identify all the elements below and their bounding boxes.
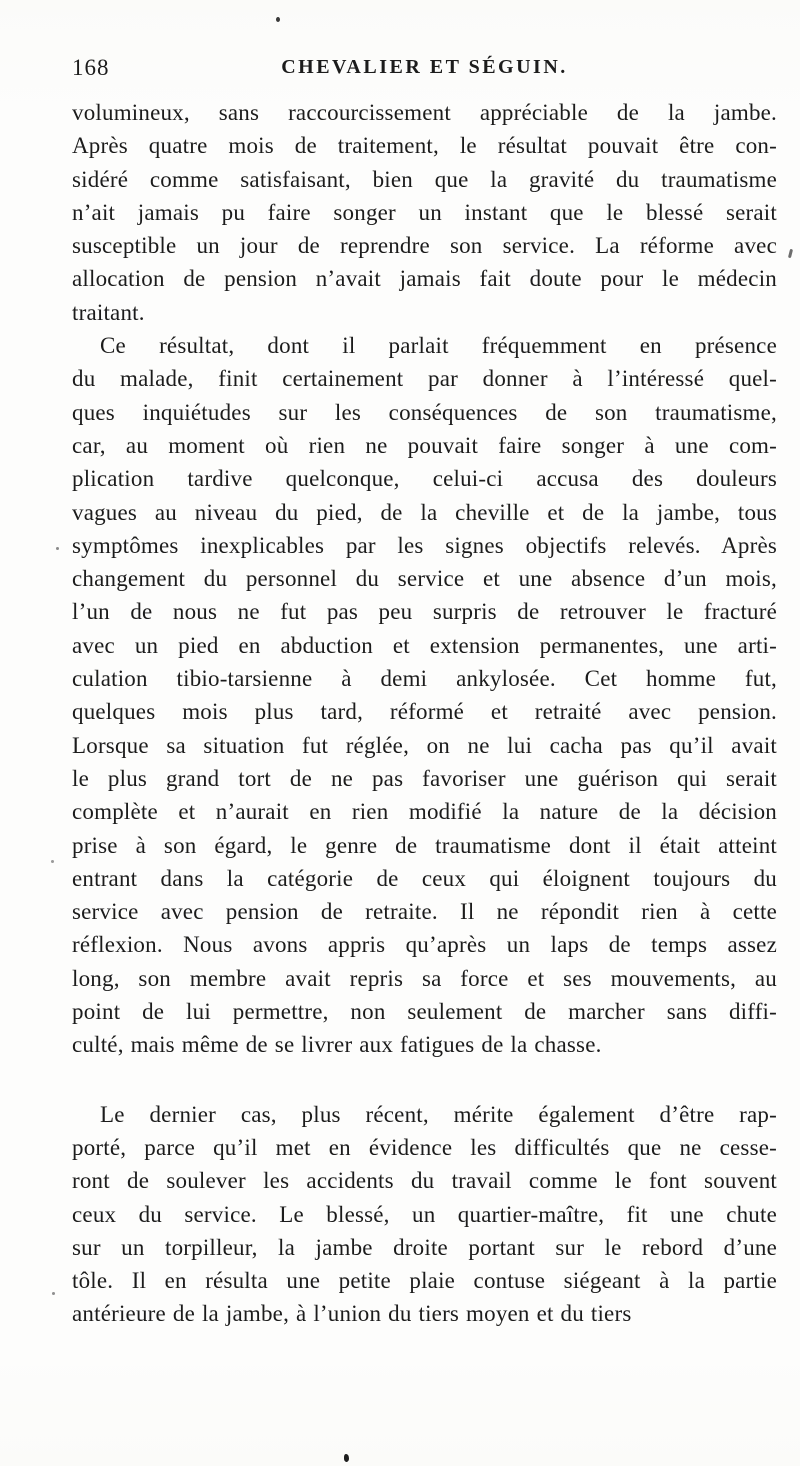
page-header [72,52,777,86]
text-line: allocation de pension n’avait jamais fait doute pour le médecin [72,266,777,292]
text-line: n’ait jamais pu faire songer un instant que le blessé serait [72,199,777,225]
text-line: service avec pension de retraite. Il ne répondit rien à cette [72,899,777,925]
ink-speck [51,860,54,863]
text-line: volumineux, sans raccourcissement appréciable de la jambe. [72,100,777,125]
ink-speck [788,249,793,258]
text-line: réflexion. Nous avons appris qu’après un laps de temps assez [72,932,777,958]
text-line: sidéré comme satisfaisant, bien que la gravité du traumatisme [72,166,777,192]
text-line: traitant. [72,299,145,325]
running-title: CHEVALIER ET SÉGUIN. [281,56,568,78]
ink-speck [56,547,59,550]
page-number: 168 [72,55,110,80]
text-line: Ce résultat, dont il parlait fréquemment en présence [100,333,777,359]
paragraph-3 [72,1098,777,1331]
text-line: Lorsque sa situation fut réglée, on ne lui cacha pas qu’il avait [72,732,777,758]
text-line: long, son membre avait repris sa force et ses mouvements, au [72,965,777,991]
text-line: vagues au niveau du pied, de la cheville et de la jambe, tous [72,499,777,525]
text-line: complète et n’aurait en rien modifié la nature de la décision [72,799,777,825]
text-line: plication tardive quelconque, celui-ci accusa des douleurs [72,466,777,492]
ink-speck [344,1454,349,1462]
text-line: culation tibio-tarsienne à demi ankylosée. Cet homme fut, [72,666,777,692]
text-line: sur un torpilleur, la jambe droite portant sur le rebord d’une [72,1234,777,1260]
body-text [72,96,777,1331]
text-line: symptômes inexplicables par les signes objectifs relevés. Après [72,532,777,558]
text-line: antérieure de la jambe, à l’union du tiers moyen et du tiers [72,1301,632,1327]
text-line: car, au moment où rien ne pouvait faire songer à une com- [72,432,777,458]
paragraph-1 [72,96,777,329]
text-line: culté, mais même de se livrer aux fatigues de la chasse. [72,1032,602,1058]
text-line: Après quatre mois de traitement, le résultat pouvait être con- [72,133,777,159]
text-line: ront de soulever les accidents du travail comme le font souvent [72,1168,777,1194]
text-line: l’un de nous ne fut pas peu surpris de retrouver le fracturé [72,599,777,625]
paragraph-2 [72,329,777,1062]
text-line: tôle. Il en résulta une petite plaie contuse siégeant à la partie [72,1268,777,1294]
text-line: Le dernier cas, plus récent, mérite également d’être rap- [100,1101,777,1127]
text-line: prise à son égard, le genre de traumatisme dont il était atteint [72,832,777,858]
text-line: changement du personnel du service et une absence d’un mois, [72,566,777,592]
text-line: le plus grand tort de ne pas favoriser une guérison qui serait [72,765,777,791]
text-line: ceux du service. Le blessé, un quartier-maître, fit une chute [72,1201,777,1227]
text-line: avec un pied en abduction et extension permanentes, une arti- [72,632,777,658]
text-line: du malade, finit certainement par donner à l’intéressé quel- [72,366,777,392]
text-line: quelques mois plus tard, réformé et retraité avec pension. [72,699,777,725]
text-line: point de lui permettre, non seulement de marcher sans diffi- [72,999,777,1025]
text-line: porté, parce qu’il met en évidence les difficultés que ne cesse- [72,1134,777,1160]
text-line: entrant dans la catégorie de ceux qui éloignent toujours du [72,865,777,891]
text-line: susceptible un jour de reprendre son service. La réforme avec [72,233,777,259]
ink-speck [276,17,280,22]
text-line: ques inquiétudes sur les conséquences de son traumatisme, [72,399,777,425]
ink-speck [52,1292,55,1295]
